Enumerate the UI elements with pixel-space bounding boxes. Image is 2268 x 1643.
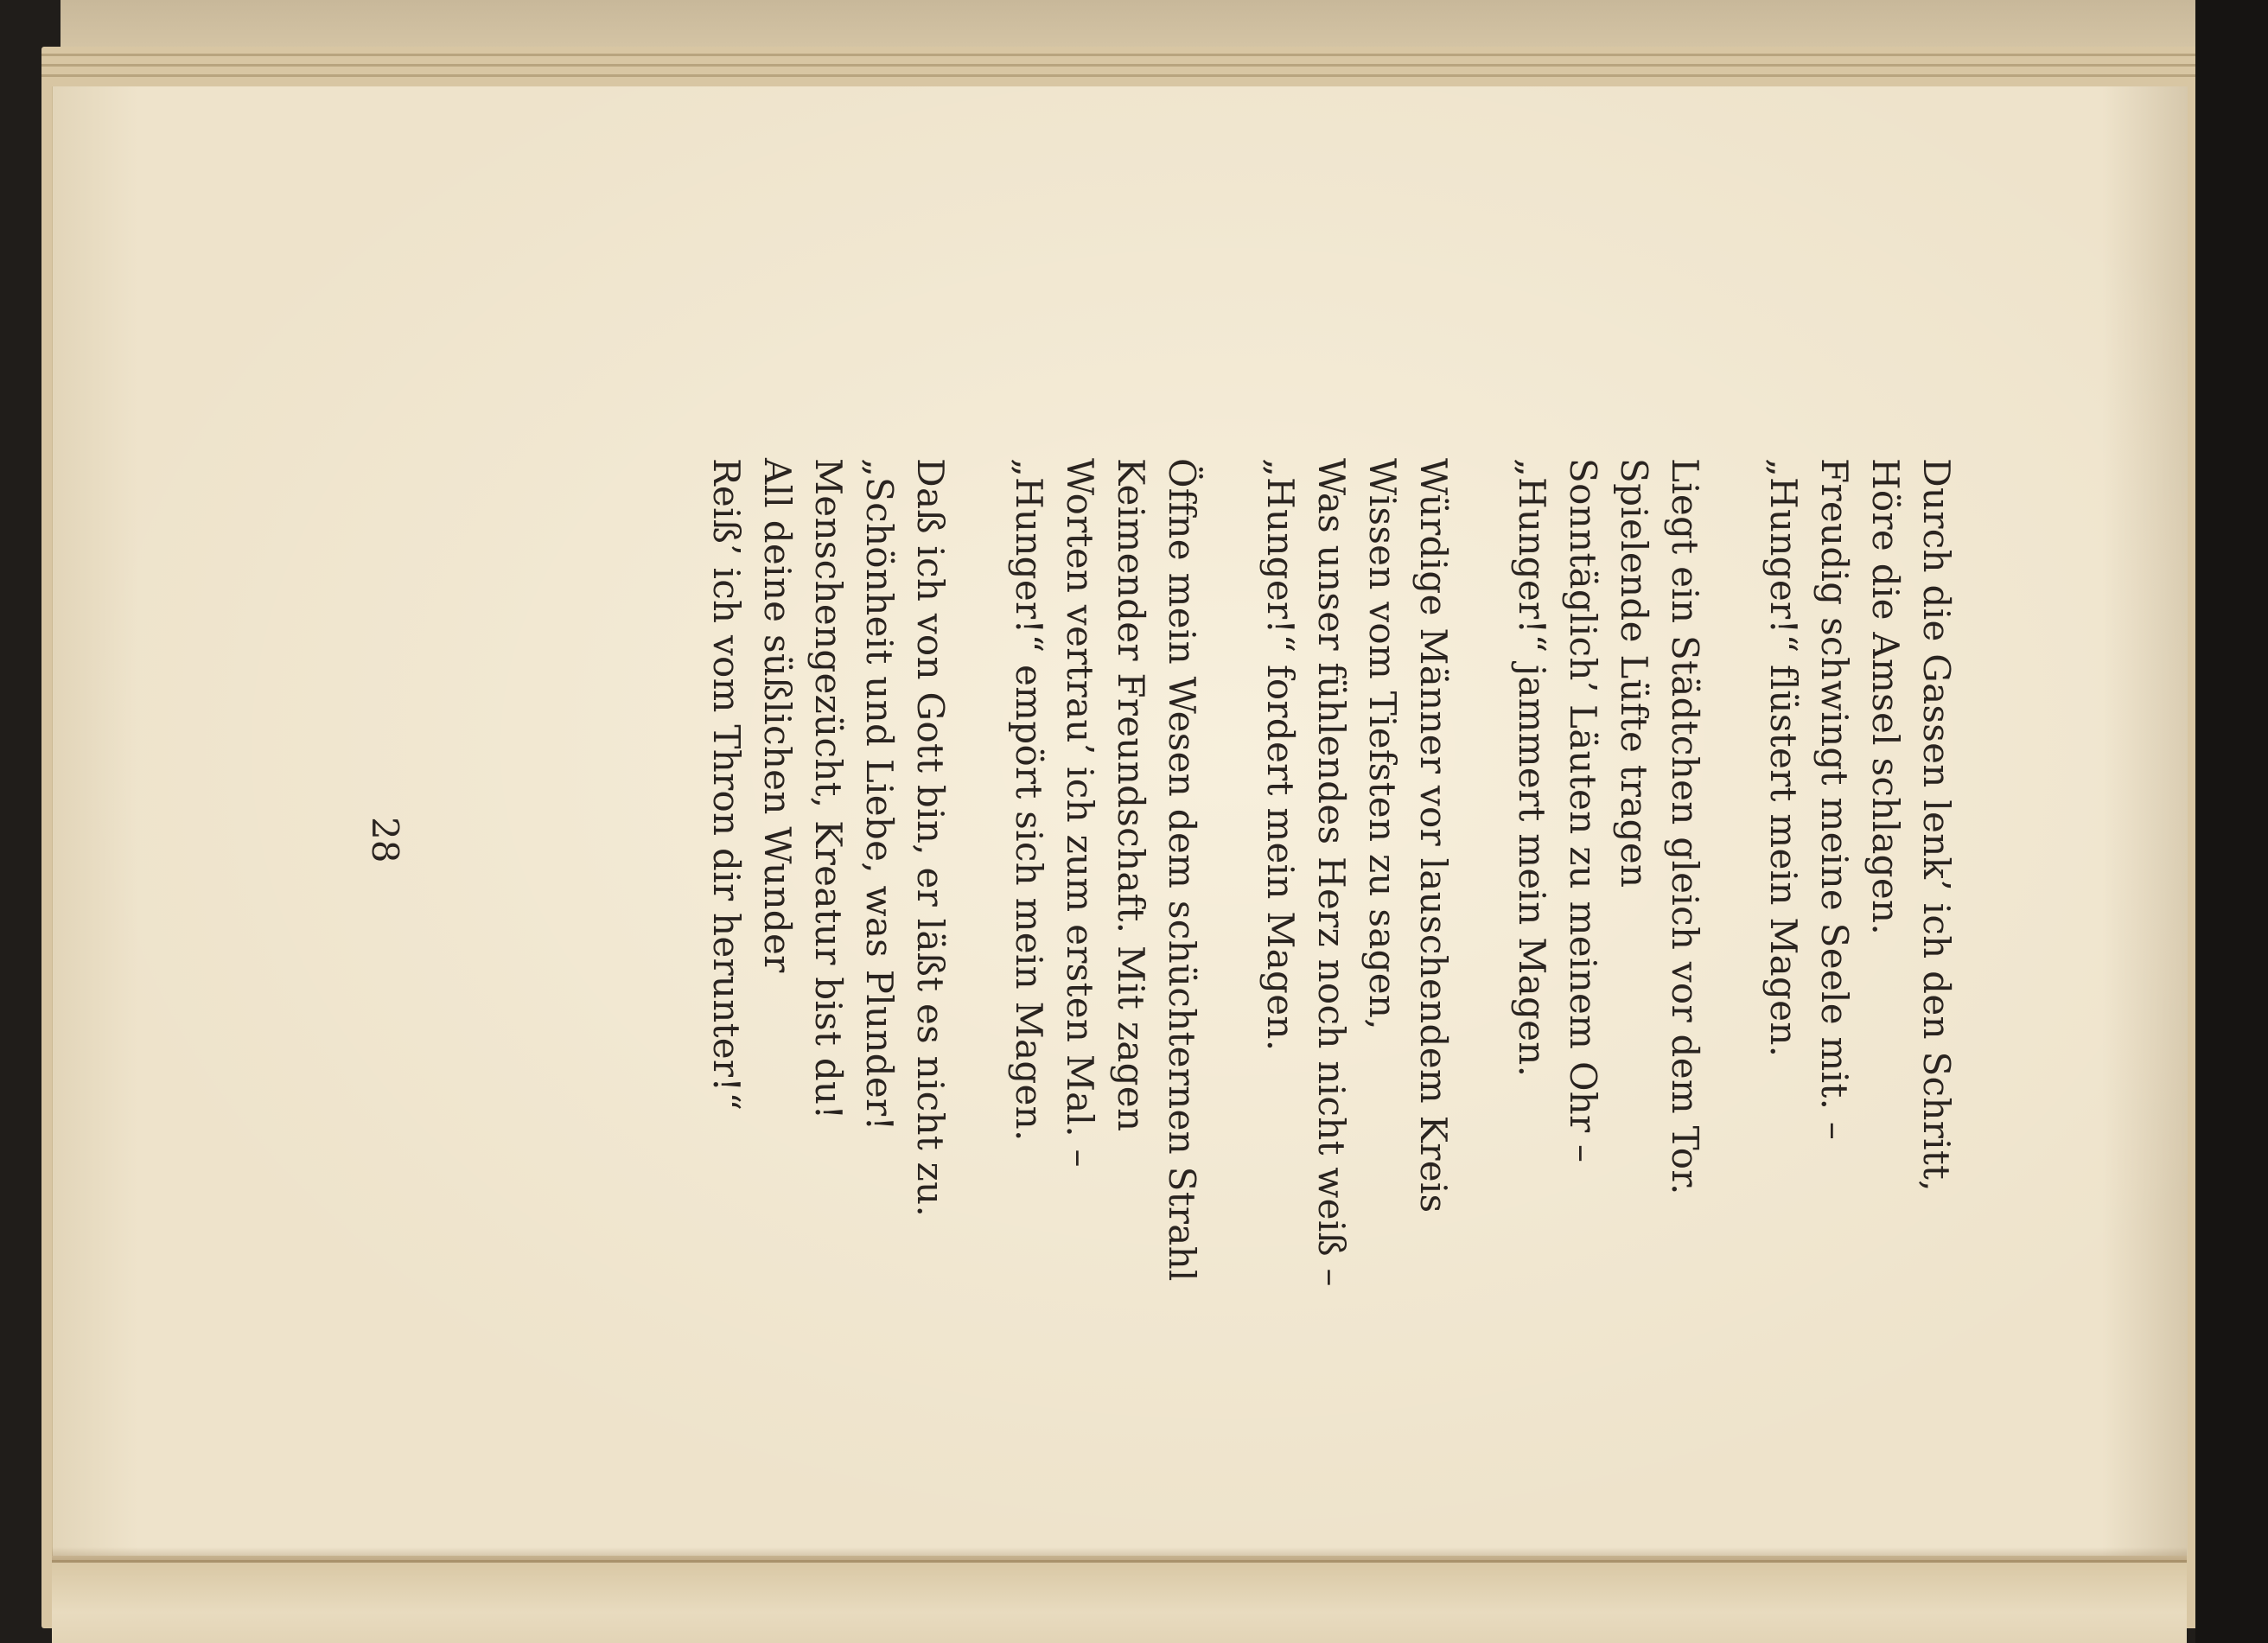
poem-line: Würdige Männer vor lauschendem Kreis (1412, 458, 1455, 1213)
poem (536, 458, 1962, 1287)
page-edge-line (41, 64, 2211, 67)
poem-line: „Hunger!“ empört sich mein Magen. (1008, 458, 1050, 1142)
poem-line: Wissen vom Tiefsten zu sagen, (1361, 458, 1404, 1030)
poem-line: „Hunger!“ flüstert mein Magen. (1762, 458, 1805, 1058)
poem-line: Liegt ein Städtchen gleich vor dem Tor. (1664, 458, 1706, 1195)
poem-line: All deine süßlichen Wunder (756, 458, 799, 973)
stanza-5 (701, 458, 956, 1236)
poem-line: Öffne mein Wesen dem schüchternen Strahl (1161, 458, 1203, 1282)
poem-line: „Hunger!“ jammert mein Magen. (1511, 458, 1553, 1078)
stanza-3 (1255, 458, 1459, 1287)
page-edge-line (41, 54, 2211, 56)
scan-background (2195, 0, 2268, 1643)
poem-line: Daß ich von Gott bin, er läßt es nicht zu. (909, 458, 952, 1218)
poem-line: Spielende Lüfte tragen (1613, 458, 1655, 888)
poem-line: Worten vertrau’ ich zum ersten Mal. – (1059, 458, 1101, 1168)
poem-line: Keimender Freundschaft. Mit zagen (1110, 458, 1152, 1132)
page-number: 28 (364, 817, 406, 863)
poem-line: Reiß’ ich vom Thron dir herunter!“ (705, 458, 748, 1111)
poem-line: Was unser fühlendes Herz noch nicht weiß – (1310, 458, 1353, 1287)
stanza-1 (1758, 458, 1962, 1236)
stanza-4 (1003, 458, 1207, 1282)
poem-line: Menschengezücht, Kreatur bist du! (807, 458, 850, 1120)
stanza-2 (1507, 458, 1711, 1236)
poem-line: Durch die Gassen lenk’ ich den Schritt, (1915, 458, 1958, 1192)
poem-line: „Schönheit und Liebe, was Plunder! (858, 458, 901, 1131)
book-spine (52, 1560, 2187, 1643)
page-edge-line (41, 74, 2211, 77)
poem-line: „Hunger!“ fordert mein Magen. (1259, 458, 1302, 1052)
poem-line: Sonntäglich’ Läuten zu meinem Ohr – (1562, 458, 1604, 1163)
page-number-rotated (364, 817, 406, 863)
poem-line: Freudig schwingt meine Seele mit. – (1813, 458, 1856, 1141)
poem-line: Höre die Amsel schlagen. (1864, 458, 1907, 936)
poem-rotated-block (536, 458, 1962, 1287)
